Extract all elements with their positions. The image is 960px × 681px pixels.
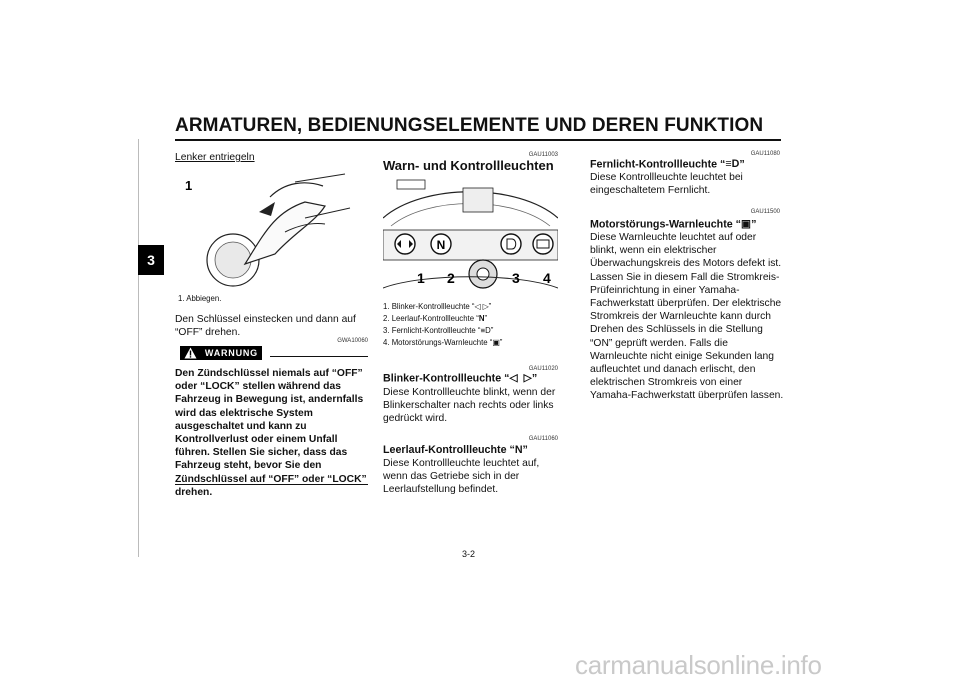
chapter-tab: 3 [138, 245, 164, 275]
section-code: GAU11500 [750, 209, 780, 215]
highbeam-description: Diese Kontrollleuchte leuchtet bei eingeschaltetem Fernlicht. [590, 172, 743, 197]
engine-heading: Motorstörungs-Warnleuchte “▣” [590, 218, 757, 231]
unlock-instructions: Den Schlüssel einstecken und dann auf “OFF” drehen. [175, 314, 356, 339]
list-item: 3. Fernlicht-Kontrollleuchte “≡D” [383, 326, 494, 336]
callout-4: 4 [543, 270, 551, 286]
unlock-heading: Lenker entriegeln [175, 152, 255, 163]
warning-label: WARNUNG [180, 346, 262, 360]
section-code: GAU11080 [750, 151, 780, 157]
warning-rule [270, 356, 368, 357]
steering-unlock-illustration [175, 172, 365, 290]
warning-text: Den Zündschlüssel niemals auf “OFF” oder “LOCK” stellen während das Fahrzeug in Bewegung ist, andernfalls wird das elektrische System ausgeschaltet und kann zu Kontrollverlust oder einem Unfall führen. Stellen Sie sicher, dass das Fahrzeug steht, bevor Sie den Zündschlüssel auf “OFF” oder “LOCK” drehen. [175, 368, 367, 498]
turn-signal-icon: ◁ ▷ [474, 302, 489, 311]
high-beam-icon: ≡D [725, 158, 740, 170]
page-number: 3-2 [462, 549, 476, 559]
section-code: GAU11003 [528, 152, 558, 158]
engine-icon [533, 234, 553, 254]
list-item: 1. Blinker-Kontrollleuchte “◁ ▷” [383, 302, 492, 312]
svg-text:N: N [436, 238, 446, 252]
list-item: 4. Motorstörungs-Warnleuchte “▣” [383, 338, 503, 348]
neutral-icon: N [478, 314, 485, 324]
blinker-description: Diese Kontrollleuchte blinkt, wenn der Blinkerschalter nach rechts oder links gedrückt wird. [383, 387, 556, 425]
blinker-heading: Blinker-Kontrollleuchte “◁ ▷” [383, 372, 538, 385]
header-divider [175, 139, 781, 141]
list-item: 2. Leerlauf-Kontrollleuchte “N” [383, 314, 488, 324]
neutral-description: Diese Kontrollleuchte leuchtet auf, wenn das Getriebe sich in der Leerlaufstellung befindet. [383, 458, 540, 496]
callout-2: 2 [447, 270, 455, 286]
neutral-heading: Leerlauf-Kontrollleuchte “N” [383, 444, 528, 456]
neutral-icon: N [514, 444, 523, 456]
highbeam-heading: Fernlicht-Kontrollleuchte “≡D” [590, 158, 745, 171]
warning-rule-bottom [175, 484, 368, 485]
warning-code: GWA10060 [337, 338, 368, 344]
indicator-list [383, 301, 563, 349]
turn-signal-icon: ◁ ▷ [509, 372, 532, 384]
engine-icon: ▣ [741, 218, 752, 230]
engine-description: Diese Warnleuchte leuchtet auf oder blinkt, wenn ein elektrischer Überwachungskreis des Motors defekt ist. Lassen Sie in diesem Fall die Stromkreis-Prüfeinrichtung in einer Yamaha-Fachwerkstatt überprüfen. Der elektrische Stromkreis der Warnleuchte kann durch Drehen des Schlüssels in die Stellung “ON” geprüft werden. Falls die Warnleuchte nicht einige Sekunden lang aufleuchtet und danach erlischt, den elektrischen Stromkreis von einer Yamaha-Fachwerkstatt überprüfen lassen. [590, 232, 784, 402]
high-beam-icon [501, 234, 521, 254]
illustration-callout: 1 [185, 178, 193, 193]
illustration-caption: 1. Abbiegen. [178, 294, 222, 303]
high-beam-icon: ≡D [480, 326, 491, 336]
section-code: GAU11060 [528, 436, 558, 442]
watermark: carmanualsonline.info [575, 650, 822, 680]
page-title: ARMATUREN, BEDIENUNGSELEMENTE UND DEREN FUNKTION [175, 115, 764, 136]
dashboard-illustration [383, 178, 558, 296]
callout-3: 3 [512, 270, 520, 286]
warning-triangle-icon [184, 347, 197, 359]
margin-divider [138, 139, 139, 557]
section-code: GAU11020 [528, 366, 558, 372]
section-title: Warn- und Kontrollleuchten [383, 158, 554, 173]
callout-1: 1 [417, 270, 425, 286]
engine-icon: ▣ [492, 338, 500, 348]
